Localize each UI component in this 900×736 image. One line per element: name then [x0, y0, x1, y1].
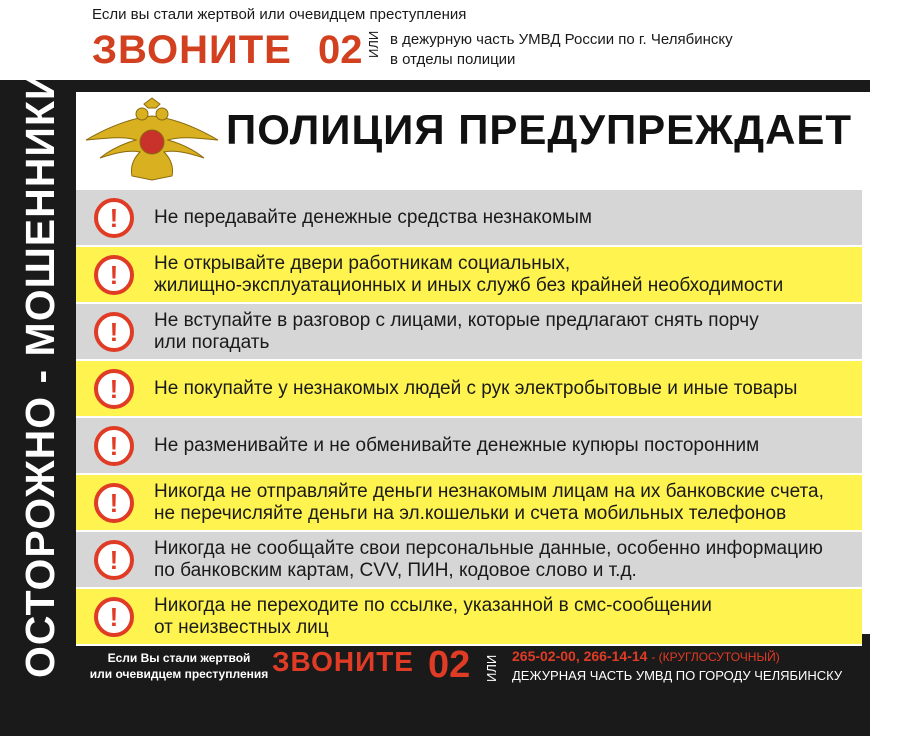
poster-main	[76, 92, 870, 638]
poster-title: ПОЛИЦИЯ ПРЕДУПРЕЖДАЕТ	[226, 106, 853, 153]
warning-list	[76, 190, 862, 646]
warning-text: Не открывайте двери работникам социальных, жилищно-эксплуатационных и иных служб без крайней необходимости	[154, 252, 784, 296]
warning-text: Не разменивайте и не обменивайте денежные купюры посторонним	[154, 434, 760, 456]
exclamation-icon: !	[94, 426, 134, 466]
warning-row	[76, 418, 862, 475]
warning-text: Никогда не отправляйте деньги незнакомым лицам на их банковские счета, не перечисляйте деньги на эл.кошельки и счета мобильных телефонов	[154, 480, 824, 524]
top-destination-line2: в отделы полиции	[390, 51, 516, 68]
warning-text: Не покупайте у незнакомых людей с рук электробытовые и иные товары	[154, 377, 798, 399]
footer-department: ДЕЖУРНАЯ ЧАСТЬ УМВД ПО ГОРОДУ ЧЕЛЯБИНСКУ	[512, 668, 843, 683]
side-banner-text: ОСТОРОЖНО - МОШЕННИКИ!	[17, 55, 63, 678]
footer-call-label: ЗВОНИТЕ	[272, 646, 414, 677]
exclamation-icon: !	[94, 540, 134, 580]
warning-text: Никогда не переходите по ссылке, указанной в смс-сообщении от неизвестных лиц	[154, 594, 712, 638]
top-destination	[390, 30, 733, 70]
top-victim-note: Если вы стали жертвой или очевидцем преступления	[92, 6, 467, 23]
footer-victim-note	[86, 650, 272, 682]
warning-row	[76, 475, 862, 532]
exclamation-icon: !	[94, 312, 134, 352]
footer-note-line1: Если Вы стали жертвой	[107, 651, 251, 665]
footer-phones	[512, 648, 780, 664]
footer-phone-numbers: 265-02-00, 266-14-14	[512, 648, 648, 664]
top-call-banner	[90, 6, 870, 74]
top-emergency-number: 02	[318, 28, 363, 72]
warning-row	[76, 532, 862, 589]
footer-emergency-number: 02	[428, 644, 471, 686]
top-call-label: ЗВОНИТЕ	[92, 28, 292, 72]
warning-row	[76, 247, 862, 304]
warning-row	[76, 589, 862, 646]
footer-phones-suffix: - (КРУГЛОСУТОЧНЫЙ)	[651, 650, 780, 664]
warning-row	[76, 361, 862, 418]
footer-or-label: ИЛИ	[484, 654, 499, 682]
double-headed-eagle-icon	[82, 96, 222, 186]
top-destination-line1: в дежурную часть УМВД России по г. Челябинску	[390, 31, 733, 48]
top-or-label: ИЛИ	[366, 30, 381, 58]
warning-row	[76, 304, 862, 361]
footer-call-banner	[76, 642, 870, 722]
exclamation-icon: !	[94, 198, 134, 238]
poster-header	[76, 92, 862, 190]
exclamation-icon: !	[94, 255, 134, 295]
page-edge	[870, 0, 900, 736]
warning-row	[76, 190, 862, 247]
exclamation-icon: !	[94, 483, 134, 523]
warning-text: Не вступайте в разговор с лицами, которые предлагают снять порчу или погадать	[154, 309, 759, 353]
warning-text: Никогда не сообщайте свои персональные данные, особенно информацию по банковским картам, CVV, ПИН, кодовое слово и т.д.	[154, 537, 823, 581]
side-banner	[0, 55, 76, 700]
warning-text: Не передавайте денежные средства незнакомым	[154, 206, 592, 228]
exclamation-icon: !	[94, 597, 134, 637]
footer-note-line2: или очевидцем преступления	[89, 667, 269, 681]
exclamation-icon: !	[94, 369, 134, 409]
